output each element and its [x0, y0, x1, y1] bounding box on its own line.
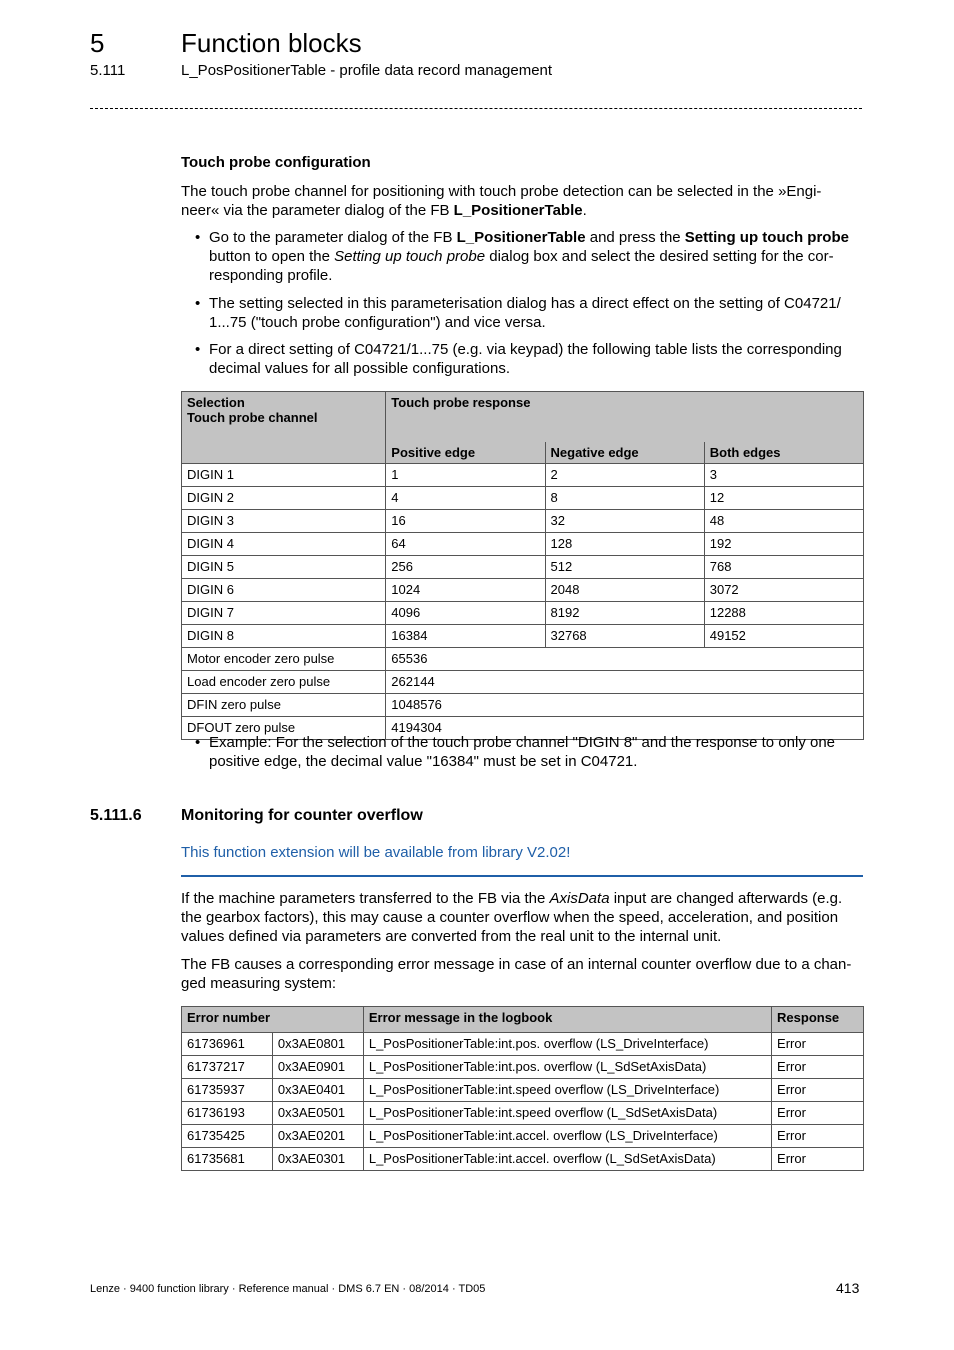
subsection-title: Monitoring for counter overflow [181, 807, 423, 824]
intro-line-1: The touch probe channel for positioning with touch probe detection can be selected in the »Engi- [181, 183, 822, 200]
value-cell: 1048576 [386, 693, 864, 716]
chapter-title: Function blocks [181, 28, 362, 58]
channel-cell: Motor encoder zero pulse [182, 647, 386, 670]
table-row [182, 1148, 864, 1171]
bullet-3: • For a direct setting of C04721/1...75 (e.g. via keypad) the following table lists the corresponding decimal values for all possible configurations. [209, 340, 869, 378]
table-row [182, 693, 864, 716]
error-hex-cell: 0x3AE0801 [272, 1033, 363, 1056]
table-row [182, 1079, 864, 1102]
negative-edge-cell: 8192 [545, 601, 704, 624]
intro-period: . [582, 202, 587, 219]
response-cell: Error [772, 1056, 864, 1079]
table-row [182, 1125, 864, 1148]
overflow-paragraph-2 [181, 955, 871, 993]
channel-cell: DFIN zero pulse [182, 693, 386, 716]
chapter-number: 5 [90, 28, 105, 58]
touch-probe-heading: Touch probe configuration [181, 154, 371, 171]
intro-line-2 [181, 201, 863, 220]
bullet-example: • Example: For the selection of the touch probe channel "DIGIN 8" and the response to only one positive edge, the decimal value "16384" must be set in C04721. [209, 733, 869, 771]
bullet-2-line-2: 1...75 ("touch probe configuration") and vice versa. [209, 314, 546, 331]
header-selection [182, 392, 386, 464]
p2-line-2: ged measuring system: [181, 975, 337, 992]
positive-edge-cell: 256 [386, 555, 545, 578]
channel-cell: DIGIN 2 [182, 486, 386, 509]
table-row [182, 670, 864, 693]
value-cell: 65536 [386, 647, 864, 670]
p1-line-3: values defined via parameters are converted from the real unit to the internal unit. [181, 928, 722, 945]
error-hex-cell: 0x3AE0401 [272, 1079, 363, 1102]
error-decimal-cell: 61735937 [182, 1079, 273, 1102]
section-title: L_PosPositionerTable - profile data record management [181, 62, 553, 79]
table-row [182, 1102, 864, 1125]
dialog-name: Setting up touch probe [334, 248, 486, 265]
positive-edge-cell: 4096 [386, 601, 545, 624]
negative-edge-cell: 32768 [545, 624, 704, 647]
example-line-2: positive edge, the decimal value "16384" must be set in C04721. [209, 753, 638, 770]
channel-cell: Load encoder zero pulse [182, 670, 386, 693]
bullet-1-line-3: responding profile. [209, 267, 333, 284]
error-message-cell: L_PosPositionerTable:int.pos. overflow (LS_DriveInterface) [363, 1033, 771, 1056]
channel-cell: DIGIN 1 [182, 463, 386, 486]
header-error-message: Error message in the logbook [363, 1007, 771, 1033]
value-cell: 262144 [386, 670, 864, 693]
text: button to open the [209, 248, 335, 265]
bullet-2-line-1: The setting selected in this parameterisation dialog has a direct effect on the setting of C04721/ [209, 295, 841, 312]
table-row [182, 624, 864, 647]
bullet-3-line-2: decimal values for all possible configurations. [209, 360, 510, 377]
overflow-table [181, 1006, 864, 1171]
channel-cell: DIGIN 6 [182, 578, 386, 601]
header-selection-2: Touch probe channel [187, 410, 318, 425]
library-note: This function extension will be available from library V2.02! [181, 844, 571, 861]
text: dialog box and select the desired setting for the cor- [485, 248, 834, 265]
fb-name: L_PositionerTable [456, 229, 586, 246]
both-edges-cell: 48 [704, 509, 863, 532]
error-hex-cell: 0x3AE0501 [272, 1102, 363, 1125]
input-name: AxisData [549, 890, 610, 907]
channel-cell: DIGIN 7 [182, 601, 386, 624]
error-decimal-cell: 61736193 [182, 1102, 273, 1125]
header-selection-1: Selection [187, 395, 245, 410]
table-row [182, 601, 864, 624]
negative-edge-cell: 2 [545, 463, 704, 486]
positive-edge-cell: 4 [386, 486, 545, 509]
response-cell: Error [772, 1033, 864, 1056]
table-row [182, 486, 864, 509]
text: and press the [585, 229, 685, 246]
negative-edge-cell: 128 [545, 532, 704, 555]
bullet-2: • The setting selected in this parameterisation dialog has a direct effect on the setting of C04721/ 1...75 ("touch probe configuration") and vice versa. [209, 294, 869, 332]
table-row [182, 578, 864, 601]
error-decimal-cell: 61735425 [182, 1125, 273, 1148]
error-hex-cell: 0x3AE0901 [272, 1056, 363, 1079]
error-message-cell: L_PosPositionerTable:int.accel. overflow (L_SdSetAxisData) [363, 1148, 771, 1171]
bullet-1-line-1 [209, 228, 863, 247]
bullet-1-line-2 [209, 247, 863, 266]
channel-cell: DIGIN 3 [182, 509, 386, 532]
positive-edge-cell: 16 [386, 509, 545, 532]
header-negative-edge: Negative edge [545, 442, 704, 464]
header-error-number: Error number [182, 1007, 364, 1033]
bullet-1: • Go to the parameter dialog of the FB L_PositionerTable and press the Setting up touch probe button to open the Setting up touch probe dialog box and select the desired setting for the cor- responding profile. [209, 228, 863, 285]
p2-line-1: The FB causes a corresponding error message in case of an internal counter overflow due to a chan- [181, 956, 852, 973]
positive-edge-cell: 16384 [386, 624, 545, 647]
footer-text: Lenze · 9400 function library · Reference manual · DMS 6.7 EN · 08/2014 · TD05 [90, 1283, 486, 1295]
response-cell: Error [772, 1125, 864, 1148]
intro-fb-name: L_PositionerTable [453, 202, 583, 219]
section-number: 5.111 [90, 62, 126, 79]
positive-edge-cell: 64 [386, 532, 545, 555]
value-cell: 4194304 [386, 716, 864, 739]
error-decimal-cell: 61737217 [182, 1056, 273, 1079]
table-row [182, 1056, 864, 1079]
table-row [182, 463, 864, 486]
error-hex-cell: 0x3AE0201 [272, 1125, 363, 1148]
header-both-edges: Both edges [704, 442, 863, 464]
channel-cell: DIGIN 4 [182, 532, 386, 555]
negative-edge-cell: 32 [545, 509, 704, 532]
both-edges-cell: 12288 [704, 601, 863, 624]
touch-probe-table [181, 391, 864, 740]
text: Go to the parameter dialog of the FB [209, 229, 457, 246]
channel-cell: DFOUT zero pulse [182, 716, 386, 739]
error-decimal-cell: 61736961 [182, 1033, 273, 1056]
p1-line-2: the gearbox factors), this may cause a counter overflow when the speed, acceleration, and position [181, 909, 839, 926]
error-message-cell: L_PosPositionerTable:int.accel. overflow (LS_DriveInterface) [363, 1125, 771, 1148]
both-edges-cell: 12 [704, 486, 863, 509]
negative-edge-cell: 2048 [545, 578, 704, 601]
response-cell: Error [772, 1102, 864, 1125]
both-edges-cell: 3072 [704, 578, 863, 601]
both-edges-cell: 192 [704, 532, 863, 555]
both-edges-cell: 768 [704, 555, 863, 578]
error-message-cell: L_PosPositionerTable:int.speed overflow (L_SdSetAxisData) [363, 1102, 771, 1125]
error-decimal-cell: 61735681 [182, 1148, 273, 1171]
table-row [182, 509, 864, 532]
response-cell: Error [772, 1079, 864, 1102]
header-positive-edge: Positive edge [386, 442, 545, 464]
header-divider [90, 108, 862, 109]
response-cell: Error [772, 1148, 864, 1171]
both-edges-cell: 49152 [704, 624, 863, 647]
channel-cell: DIGIN 8 [182, 624, 386, 647]
both-edges-cell: 3 [704, 463, 863, 486]
negative-edge-cell: 8 [545, 486, 704, 509]
overflow-paragraph-1 [181, 889, 871, 946]
p1-line-1 [181, 889, 871, 908]
table-row [182, 1033, 864, 1056]
text: input are changed afterwards (e.g. [609, 890, 843, 907]
subsection-number: 5.111.6 [90, 807, 142, 824]
page-number: 413 [836, 1280, 860, 1296]
table-row [182, 555, 864, 578]
error-message-cell: L_PosPositionerTable:int.pos. overflow (L_SdSetAxisData) [363, 1056, 771, 1079]
negative-edge-cell: 512 [545, 555, 704, 578]
intro-text: neer« via the parameter dialog of the FB [181, 202, 454, 219]
positive-edge-cell: 1 [386, 463, 545, 486]
bullet-3-line-1: For a direct setting of C04721/1...75 (e.g. via keypad) the following table lists the corresponding [209, 341, 842, 358]
error-hex-cell: 0x3AE0301 [272, 1148, 363, 1171]
button-name: Setting up touch probe [684, 229, 849, 246]
header-response: Response [772, 1007, 864, 1033]
table-row [182, 532, 864, 555]
header-response: Touch probe response [386, 392, 864, 442]
error-message-cell: L_PosPositionerTable:int.speed overflow (LS_DriveInterface) [363, 1079, 771, 1102]
channel-cell: DIGIN 5 [182, 555, 386, 578]
example-line-1: Example: For the selection of the touch probe channel "DIGIN 8" and the response to only one [209, 734, 836, 751]
text: If the machine parameters transferred to the FB via the [181, 890, 550, 907]
table-row [182, 647, 864, 670]
positive-edge-cell: 1024 [386, 578, 545, 601]
note-divider [181, 875, 863, 877]
touch-probe-intro [181, 182, 863, 220]
